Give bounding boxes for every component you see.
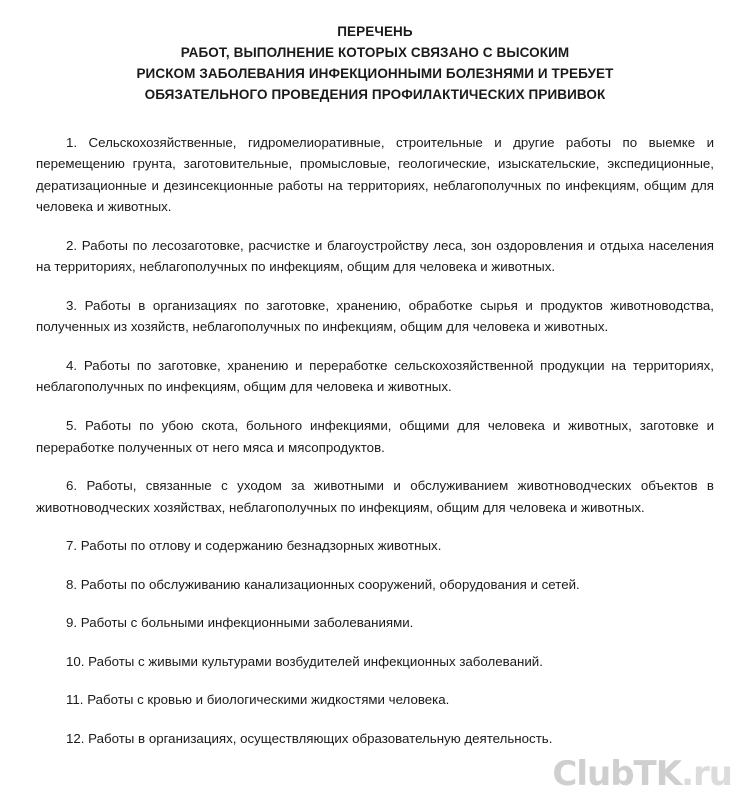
- list-item: 2. Работы по лесозаготовке, расчистке и благоустройству леса, зон оздоровления и отдыха населения на территориях, неблагополучных по инфекциям, общим для человека и животных.: [36, 237, 714, 275]
- title-line-4: ОБЯЗАТЕЛЬНОГО ПРОВЕДЕНИЯ ПРОФИЛАКТИЧЕСКИХ ПРИВИВОК: [144, 86, 606, 102]
- document-body: [36, 132, 714, 750]
- list-item: 6. Работы, связанные с уходом за животными и обслуживанием животноводческих объектов в животноводческих хозяйствах, неблагополучных по инфекциям, общим для человека и животных.: [36, 478, 714, 515]
- watermark: [552, 754, 732, 794]
- list-item: 8. Работы по обслуживанию канализационных сооружений, оборудования и сетей.: [66, 576, 580, 592]
- title-line-3: РИСКОМ ЗАБОЛЕВАНИЯ ИНФЕКЦИОННЫМИ БОЛЕЗНЯМИ И ТРЕБУЕТ: [136, 65, 614, 81]
- list-item: 3. Работы в организациях по заготовке, хранению, обработке сырья и продуктов животноводства, полученных из хозяйств, неблагополучных по инфекциям, общим для человека и животных.: [36, 297, 714, 335]
- list-item: 7. Работы по отлову и содержанию безнадзорных животных.: [66, 538, 442, 554]
- title-line-2: РАБОТ, ВЫПОЛНЕНИЕ КОТОРЫХ СВЯЗАНО С ВЫСОКИМ: [180, 44, 570, 60]
- list-item: 10. Работы с живыми культурами возбудителей инфекционных заболеваний.: [66, 653, 543, 669]
- list-item: 11. Работы с кровью и биологическими жидкостями человека.: [66, 692, 450, 708]
- watermark-part-1: C: [552, 754, 577, 794]
- watermark-part-2: lubTK: [576, 754, 682, 794]
- title-line-1: ПЕРЕЧЕНЬ: [337, 24, 413, 39]
- document-title: [83, 22, 666, 106]
- list-item: 5. Работы по убою скота, больного инфекциями, общими для человека и животных, заготовке и переработке полученных от него мяса и мясопродуктов.: [36, 418, 714, 455]
- list-item: 4. Работы по заготовке, хранению и переработке сельскохозяйственной продукции на территориях, неблагополучных по инфекциям, общим для человека и животных.: [36, 357, 714, 395]
- list-item: 12. Работы в организациях, осуществляющих образовательную деятельность.: [66, 730, 553, 746]
- list-item: 1. Сельскохозяйственные, гидромелиоративные, строительные и другие работы по выемке и перемещению грунта, заготовительные, промысловые, геологические, изыскательские, экспедиционные, дератизационные и дезинсекционные работы на территориях, неблагополучных по инфекциям, общим для человека и животных.: [36, 134, 714, 215]
- list-item: 9. Работы с больными инфекционными заболеваниями.: [66, 615, 414, 631]
- watermark-part-3: .ru: [681, 754, 732, 794]
